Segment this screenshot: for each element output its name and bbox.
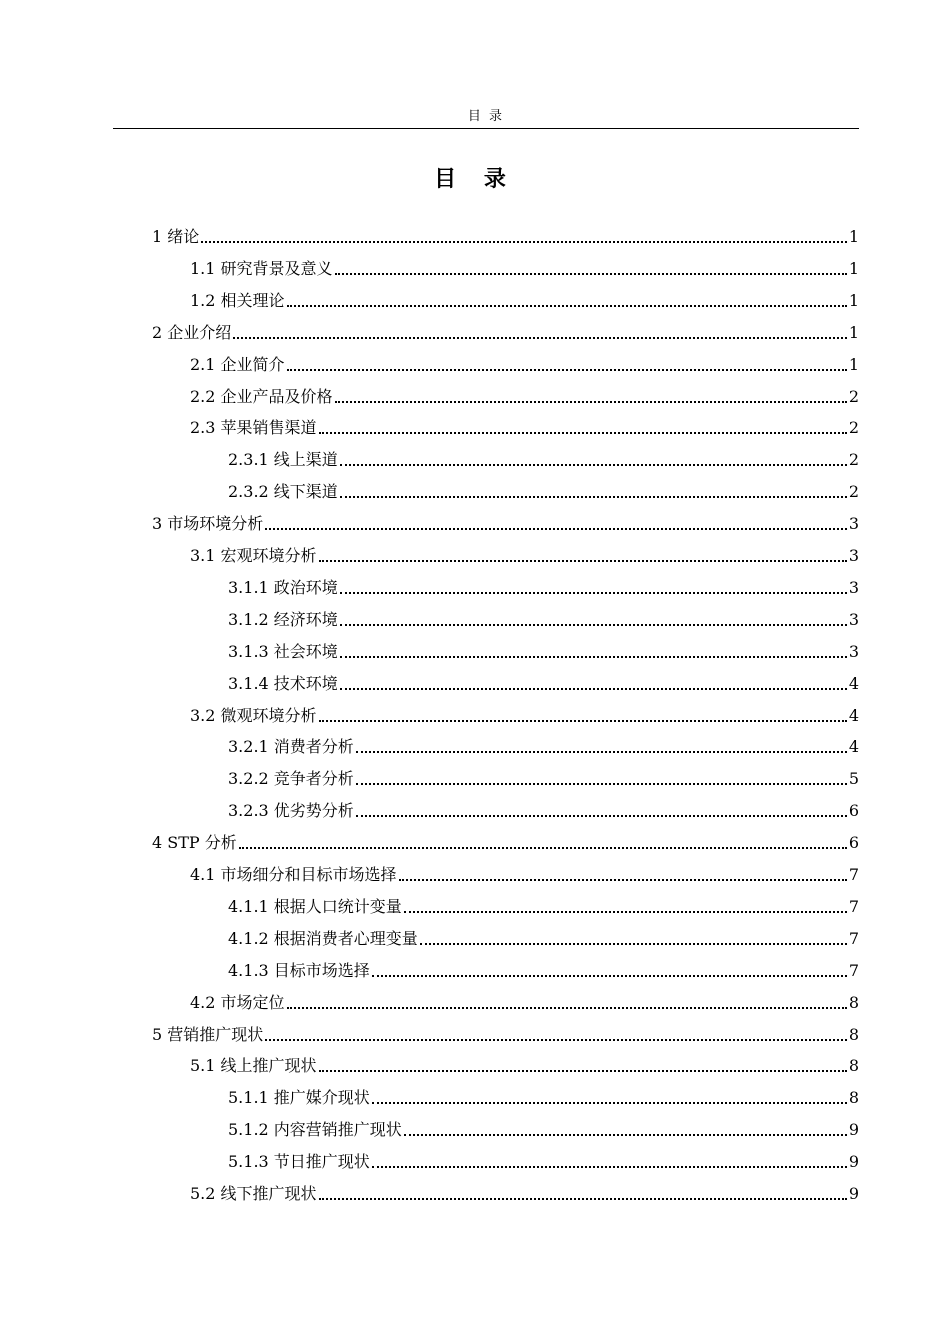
toc-entry-label: 3.1.3 社会环境	[228, 641, 338, 661]
toc-entry[interactable]	[228, 478, 859, 502]
toc-entry-page-number: 8	[848, 992, 859, 1012]
toc-entry[interactable]	[152, 223, 859, 247]
toc-entry[interactable]	[190, 1052, 859, 1076]
toc-entry-label: 5.1.2 内容营销推广现状	[228, 1120, 402, 1140]
toc-entry-label: 3.1.2 经济环境	[228, 609, 338, 629]
toc-entry-page-number: 3	[848, 577, 859, 597]
toc-dot-leader	[356, 783, 847, 785]
toc-entry-label: 3.2.3 优劣势分析	[228, 801, 354, 821]
toc-entry-page-number: 2	[848, 450, 859, 470]
toc-entry-label: 2.3.2 线下渠道	[228, 482, 338, 502]
toc-dot-leader	[287, 1007, 847, 1009]
toc-entry[interactable]	[152, 319, 859, 343]
toc-entry-label: 5.1 线上推广现状	[190, 1056, 317, 1076]
toc-entry-label: 3.1.1 政治环境	[228, 577, 338, 597]
toc-entry-page-number: 4	[848, 673, 859, 693]
toc-dot-leader	[319, 1070, 847, 1072]
toc-entry[interactable]	[228, 765, 859, 789]
toc-entry-page-number: 1	[848, 354, 859, 374]
toc-entry[interactable]	[152, 510, 859, 534]
toc-entry-page-number: 2	[848, 482, 859, 502]
toc-entry[interactable]	[228, 1148, 859, 1172]
toc-entry-label: 4.1.1 根据人口统计变量	[228, 896, 402, 916]
toc-entry[interactable]	[190, 414, 859, 438]
toc-entry[interactable]	[228, 1084, 859, 1108]
toc-entry[interactable]	[190, 287, 859, 311]
toc-entry-page-number: 3	[848, 514, 859, 534]
toc-entry-page-number: 4	[848, 705, 859, 725]
toc-entry-page-number: 8	[848, 1088, 859, 1108]
toc-entry-page-number: 1	[848, 258, 859, 278]
toc-entry-page-number: 3	[848, 546, 859, 565]
toc-entry-label: 2.1 企业简介	[190, 354, 285, 374]
toc-entry-page-number: 7	[848, 960, 859, 980]
toc-entry-label: 4.2 市场定位	[190, 992, 285, 1012]
toc-dot-leader	[287, 369, 847, 371]
toc-entry[interactable]	[228, 893, 859, 917]
toc-dot-leader	[372, 975, 847, 977]
toc-entry[interactable]	[228, 446, 859, 470]
toc-entry-label: 2.2 企业产品及价格	[190, 386, 333, 406]
toc-entry-label: 4.1 市场细分和目标市场选择	[190, 865, 397, 884]
toc-entry-page-number: 6	[848, 833, 859, 853]
page-title: 目 录	[434, 167, 516, 192]
toc-entry-label: 3.1 宏观环境分析	[190, 546, 317, 565]
toc-entry[interactable]	[190, 542, 859, 566]
toc-entry-label: 3.1.4 技术环境	[228, 673, 338, 693]
toc-entry-page-number: 2	[848, 418, 859, 438]
toc-entry[interactable]	[228, 797, 859, 821]
toc-entry-page-number: 5	[848, 769, 859, 789]
toc-dot-leader	[399, 879, 847, 881]
toc-entry-label: 2 企业介绍	[152, 322, 232, 342]
toc-dot-leader	[356, 751, 847, 753]
toc-entry[interactable]	[190, 989, 859, 1013]
toc-entry[interactable]	[228, 925, 859, 949]
toc-dot-leader	[404, 1134, 847, 1136]
toc-entry-page-number: 9	[848, 1152, 859, 1172]
toc-entry-page-number: 1	[848, 290, 859, 310]
toc-dot-leader	[265, 1039, 847, 1041]
toc-dot-leader	[372, 1102, 847, 1104]
toc-dot-leader	[340, 464, 847, 466]
toc-entry-label: 1.2 相关理论	[190, 290, 285, 310]
toc-entry[interactable]	[190, 1180, 859, 1204]
toc-dot-leader	[201, 241, 847, 243]
toc-dot-leader	[265, 528, 847, 530]
toc-entry-page-number: 7	[848, 865, 859, 884]
toc-entry-page-number: 7	[848, 928, 859, 948]
toc-entry-page-number: 2	[848, 386, 859, 406]
toc-entry-page-number: 8	[848, 1024, 859, 1044]
toc-entry[interactable]	[190, 383, 859, 407]
toc-dot-leader	[319, 1198, 847, 1200]
toc-entry-page-number: 1	[848, 322, 859, 342]
toc-entry[interactable]	[190, 702, 859, 726]
toc-dot-leader	[404, 911, 847, 913]
toc-entry-page-number: 7	[848, 896, 859, 916]
toc-entry-page-number: 9	[848, 1120, 859, 1140]
toc-entry-page-number: 3	[848, 641, 859, 661]
toc-entry[interactable]	[228, 1116, 859, 1140]
toc-dot-leader	[335, 401, 847, 403]
toc-entry[interactable]	[228, 670, 859, 694]
toc-dot-leader	[340, 688, 847, 690]
toc-entry-page-number: 4	[848, 737, 859, 757]
toc-dot-leader	[319, 432, 847, 434]
toc-entry-page-number: 3	[848, 609, 859, 629]
toc-dot-leader	[233, 337, 847, 339]
toc-entry[interactable]	[190, 861, 859, 885]
toc-entry[interactable]	[228, 606, 859, 630]
toc-dot-leader	[340, 656, 847, 658]
toc-entry[interactable]	[228, 574, 859, 598]
toc-entry[interactable]	[152, 829, 859, 853]
toc-dot-leader	[372, 1166, 847, 1168]
toc-entry[interactable]	[228, 733, 859, 757]
toc-entry-page-number: 8	[848, 1056, 859, 1076]
toc-entry-page-number: 6	[848, 801, 859, 821]
toc-entry-label: 5.1.1 推广媒介现状	[228, 1088, 370, 1108]
toc-entry-label: 2.3.1 线上渠道	[228, 450, 338, 470]
toc-entry-label: 3.2.2 竞争者分析	[228, 769, 354, 789]
toc-entry-label: 3 市场环境分析	[152, 514, 264, 534]
toc-entry-label: 5.2 线下推广现状	[190, 1184, 317, 1203]
toc-entry-page-number: 9	[848, 1184, 859, 1203]
toc-entry-label: 4.1.3 目标市场选择	[228, 960, 370, 980]
toc-entry[interactable]	[228, 638, 859, 662]
toc-entry[interactable]	[152, 1021, 859, 1045]
toc-entry-label: 4 STP 分析	[152, 833, 237, 853]
toc-dot-leader	[335, 273, 847, 275]
toc-dot-leader	[340, 496, 847, 498]
toc-dot-leader	[420, 943, 847, 945]
toc-entry-label: 1.1 研究背景及意义	[190, 258, 333, 278]
toc-entry-label: 3.2.1 消费者分析	[228, 737, 354, 757]
toc-dot-leader	[239, 847, 847, 849]
toc-entry-label: 5.1.3 节日推广现状	[228, 1152, 370, 1172]
toc-dot-leader	[340, 592, 847, 594]
toc-dot-leader	[319, 560, 847, 562]
toc-entry-label: 4.1.2 根据消费者心理变量	[228, 928, 418, 948]
toc-entry-label: 3.2 微观环境分析	[190, 705, 317, 725]
toc-entry[interactable]	[228, 957, 859, 981]
toc-entry-label: 2.3 苹果销售渠道	[190, 418, 317, 438]
toc-dot-leader	[340, 624, 847, 626]
toc-dot-leader	[319, 720, 847, 722]
toc-entry-page-number: 1	[848, 227, 859, 246]
toc-entry[interactable]	[190, 351, 859, 375]
toc-entry[interactable]	[190, 255, 859, 279]
running-header: 目 录	[113, 108, 859, 129]
toc-entry-label: 1 绪论	[152, 227, 200, 246]
toc-entry-label: 5 营销推广现状	[152, 1024, 264, 1044]
toc-dot-leader	[287, 305, 847, 307]
toc-dot-leader	[356, 815, 847, 817]
